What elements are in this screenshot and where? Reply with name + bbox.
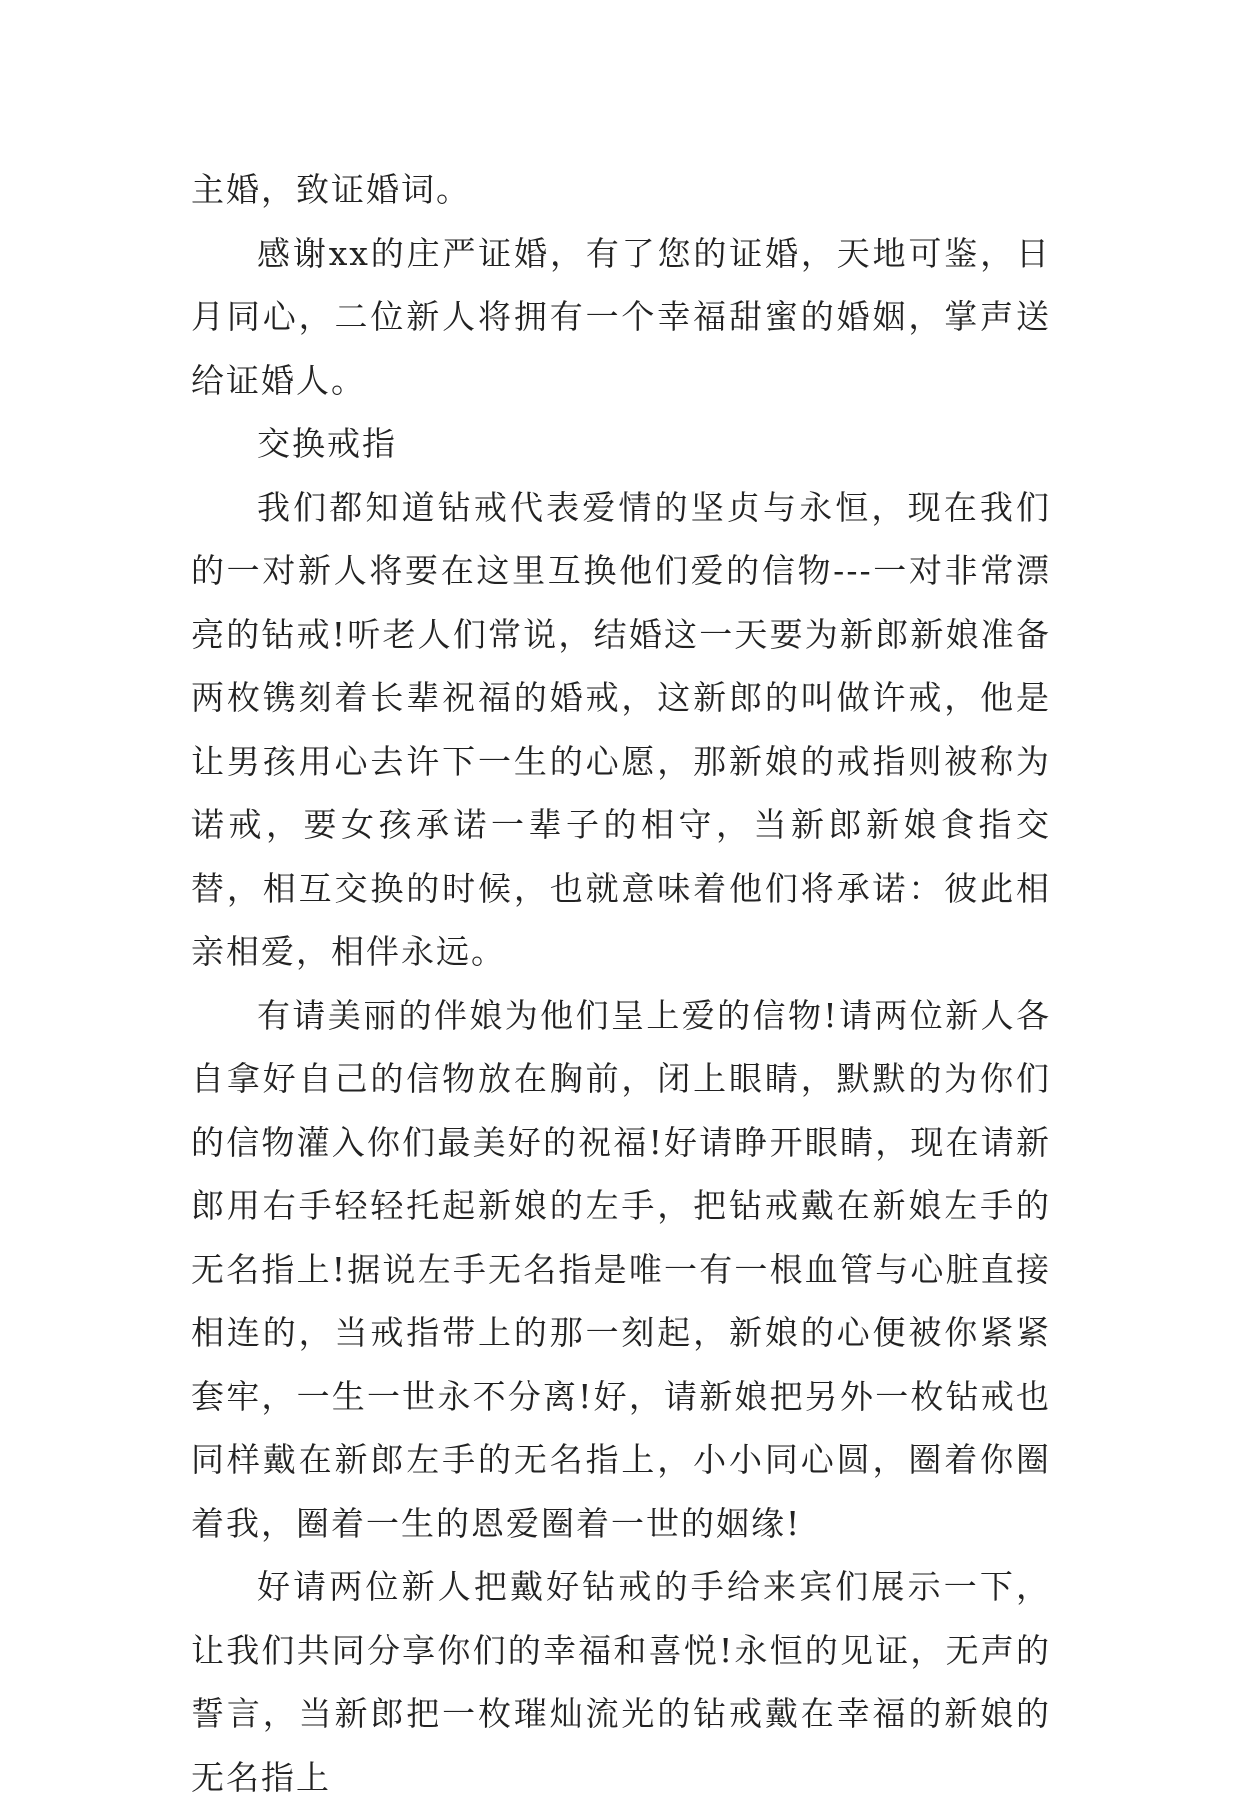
- paragraph-ring-ceremony: 有请美丽的伴娘为他们呈上爱的信物!请两位新人各自拿好自己的信物放在胸前，闭上眼睛，默默的为你们的信物灌入你们最美好的祝福!好请睁开眼睛，现在请新郎用右手轻轻托起新娘的左手，把钻戒戴在新娘左手的无名指上!据说左手无名指是唯一有一根血管与心脏直接相连的，当戒指带上的那一刻起，新娘的心便被你紧紧套牢，一生一世永不分离!好，请新娘把另外一枚钻戒也同样戴在新郎左手的无名指上，小小同心圆，圈着你圈着我，圈着一生的恩爱圈着一世的姻缘!: [191, 995, 1051, 1543]
- section-heading-ring-exchange: 交换戒指: [257, 424, 397, 463]
- paragraph-continuation: 主婚，致证婚词。: [191, 170, 471, 209]
- paragraph-ring-display: 好请两位新人把戴好钻戒的手给来宾们展示一下，让我们共同分享你们的幸福和喜悦!永恒的见证，无声的誓言，当新郎把一枚璀灿流光的钻戒戴在幸福的新娘的无名指上: [191, 1567, 1051, 1797]
- paragraph-ring-meaning: 我们都知道钻戒代表爱情的坚贞与永恒，现在我们的一对新人将要在这里互换他们爱的信物---一对非常漂亮的钻戒!听老人们常说，结婚这一天要为新郎新娘准备两枚镌刻着长辈祝福的婚戒，这新郎的叫做许戒，他是让男孩用心去许下一生的心愿，那新娘的戒指则被称为诺戒，要女孩承诺一辈子的相守，当新郎新娘食指交替，相互交换的时候，也就意味着他们将承诺：彼此相亲相爱，相伴永远。: [191, 487, 1051, 971]
- document-body: [191, 158, 1051, 1809]
- paragraph-thanks-officiant: 感谢xx的庄严证婚，有了您的证婚，天地可鉴，日月同心，二位新人将拥有一个幸福甜蜜的婚姻，掌声送给证婚人。: [191, 233, 1051, 400]
